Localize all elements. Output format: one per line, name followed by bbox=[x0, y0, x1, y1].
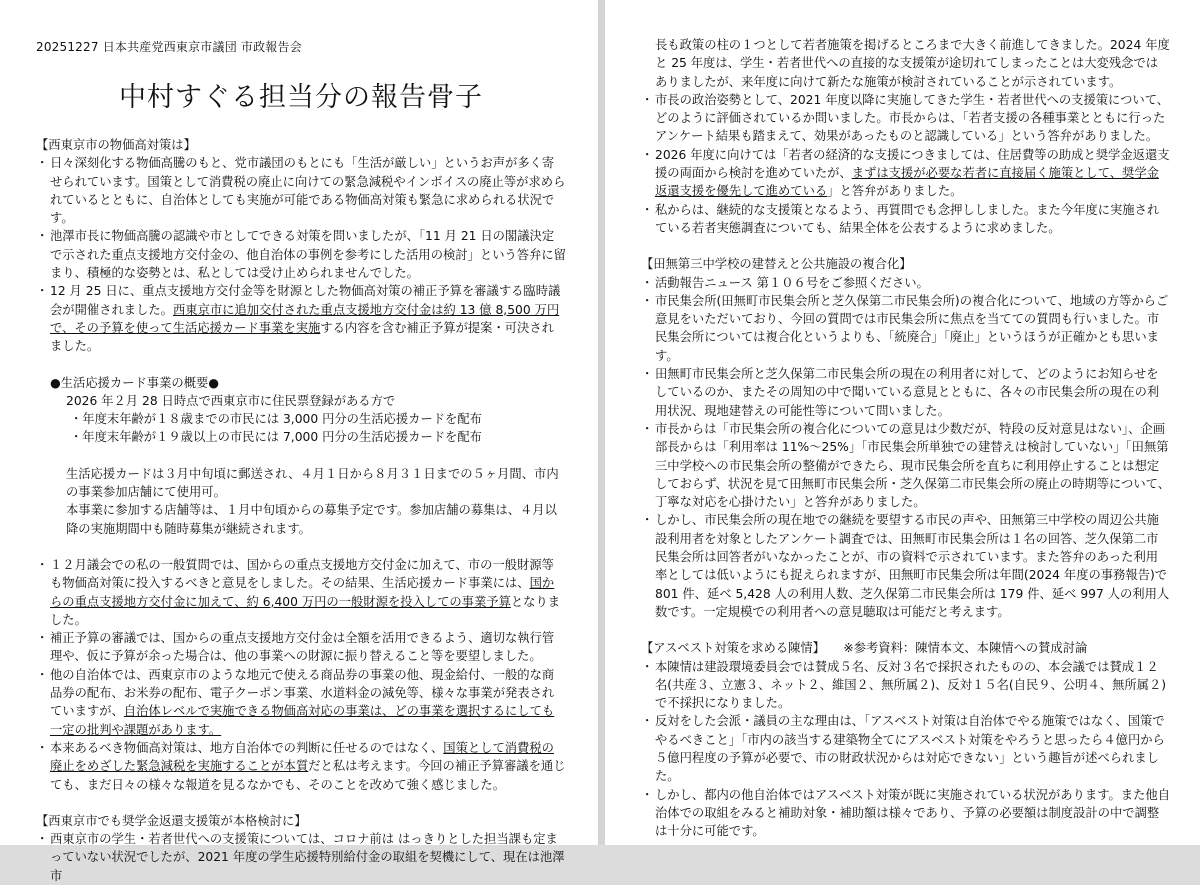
bullet-item: ・ １２月議会での私の一般質問では、国からの重点支援地方交付金に加えて、市の一般財源等も物価高対策に投入するべきと意見をしました。その結果、生活応援カード事業には、国からの重点支援地方交付金に加えて、約 6,400 万円の一般財源を投入しての事業予算となりました。 bbox=[36, 557, 561, 627]
page-gutter bbox=[598, 0, 605, 845]
bullet-item: ・ しかし、市民集会所の現在地での継続を要望する市民の声や、田無第三中学校の周辺公共施設利用者を対象としたアンケート調査では、田無町市民集会所は１名の回答、芝久保第二市民集会所は回答者がいなかったことが、市の資料で示されています。また答弁のあった利用率としては低いようにも捉えられますが、田無町市民集会所は年間(2024 年度の事務報告)で 801 件、延べ 5,428 人の利用人数、芝久保第二市民集会所は 179 件、延べ 997 人の利用人数です。一定規模での利用者への意見聴取は可能だと考えます。 bbox=[641, 513, 1170, 619]
bullet-item: ・ 私からは、継続的な支援策となるよう、再質問でも念押ししました。また今年度に実施されている若者実態調査についても、結果全体を公表するように求めました。 bbox=[641, 202, 1160, 235]
underlined-text: 西東京市に追加交付された重点支援地方交付金は約 13 億 8,500 万円で、その予算を使って生活応援カード事業を実施 bbox=[50, 302, 560, 335]
eligibility-line: ・年度末年齢が１８歳までの市民には 3,000 円分の生活応援カードを配布 bbox=[70, 412, 482, 427]
section-heading-scholarship: 【西東京市でも奨学金返還支援策が本格検討に】 bbox=[36, 813, 307, 828]
document-page-left bbox=[0, 0, 598, 883]
card-program-summary-title: ●生活応援カード事業の概要● bbox=[50, 375, 220, 390]
bullet-item: ・ 田無町市民集会所と芝久保第二市民集会所の現在の利用者に対して、どのようにお知らせをしているのか、またその周知の中で聞いている意見とともに、各々の市民集会所の現在の利用状況、現地建替えの可能性等について問いました。 bbox=[641, 367, 1160, 418]
underlined-text: 国策として消費税の廃止をめざした緊急減税を実施することが本質 bbox=[50, 740, 554, 774]
store-recruitment-paragraph: 本事業に参加する店舗等は、１月中旬頃からの募集予定です。参加店舗の募集は、４月以降の実施期間中も随時募集が継続されます。 bbox=[66, 503, 557, 536]
bullet-item: ・ 反対をした会派・議員の主な理由は、「アスベスト対策は自治体でやる施策ではなく、国策でやるべきこと」「市内の該当する建築物全てにアスベスト対策をやろうと思ったら４億円から５億円程度の予算が必要で、市の財政状況からは対応できない」という趣旨が述べられました。 bbox=[641, 714, 1165, 784]
eligibility-line: ・年度末年齢が１９歳以上の市民には 7,000 円分の生活応援カードを配布 bbox=[70, 430, 482, 445]
section-heading-price-measures: 【西東京市の物価高対策は】 bbox=[36, 138, 196, 152]
bullet-item: ・ 本来あるべき物価高対策は、地方自治体での判断に任せるのではなく、国策として消費税の廃止をめざした緊急減税を実施することが本質だと私は考えます。今回の補正予算審議を通じても、まだ日々の様々な報道を見るなかでも、そのことを改めて強く感じました。 bbox=[36, 740, 566, 792]
document-page-right bbox=[605, 0, 1200, 845]
card-usage-paragraph: 生活応援カードは３月中旬頃に郵送され、４月１日から８月３１日までの５ヶ月間、市内の事業参加店舗にて使用可。 bbox=[66, 466, 559, 500]
section-heading-school-rebuild: 【田無第三中学校の建替えと公共施設の複合化】 bbox=[641, 257, 912, 272]
bullet-item: ・ 活動報告ニュース 第１０６号をご参照ください。 bbox=[641, 275, 929, 290]
bullet-item: ・ 12 月 25 日に、重点支援地方交付金等を財源とした物価高対策の補正予算を審議する臨時議会が開催されました。西東京市に追加交付された重点支援地方交付金は約 13 億 8,500 万円で、その予算を使って生活応援カード事業を実施する内容を含む補正予算が提案・可決されました。 bbox=[36, 284, 561, 354]
bullet-item: ・ 西東京市の学生・若者世代への支援策については、コロナ前は はっきりとした担当課も定まっていない状況でしたが、2021 年度の学生応援特別給付金の取組を契機にして、現在は池澤市 bbox=[36, 832, 565, 883]
eligibility-line: 2026 年２月 28 日時点で西東京市に住民票登録がある方で bbox=[66, 393, 396, 408]
document-header: 20251227 日本共産党西東京市議団 市政報告会 bbox=[36, 40, 302, 54]
bullet-item: ・ 本陳情は建設環境委員会では賛成５名、反対３名で採択されたものの、本会議では賛成１２名(共産３、立憲３、ネット２、維国２、無所属２)、反対１５名(自民９、公明４、無所属２)で不採択になりました。 bbox=[641, 659, 1167, 711]
bullet-continuation: 長も政策の柱の１つとして若者施策を掲げるところまで大きく前進してきました。2024 年度と 25 年度は、学生・若者世代への直接的な支援策が途切れてしまったことは大変残念ではありましたが、来年度に向けて新たな施策が検討されていることが示されています。 bbox=[655, 38, 1170, 89]
underlined-text: まずは支援が必要な若者に直接届く施策として、奨学金返還支援を優先して進めている bbox=[655, 166, 1159, 199]
underlined-text: 自治体レベルで実施できる物価高対応の事業は、どの事業を選択するにしても一定の批判や課題があります。 bbox=[50, 704, 555, 737]
bullet-item: ・ 市民集会所(田無町市民集会所と芝久保第二市民集会所)の複合化について、地域の方等からご意見をいただいており、今回の質問では市民集会所に焦点を当てての質問も行いました。市民集会所については複合化というよりも、「統廃合」「廃止」というほうが正確かとも思います。 bbox=[641, 293, 1169, 363]
bullet-item: ・ 他の自治体では、西東京市のような地元で使える商品券の事業の他、現金給付、一般的な商品券の配布、お米券の配布、電子クーポン事業、水道料金の減免等、様々な事業が発表されていますが、自治体レベルで実施できる物価高対応の事業は、どの事業を選択するにしても一定の批判や課題があります。 bbox=[36, 667, 555, 737]
bullet-item: ・ 市長の政治姿勢として、2021 年度以降に実施してきた学生・若者世代への支援策について、どのように評価されているか問いました。市長からは、「若者支援の各種事業とともに行ったアンケート結果も踏まえて、効果があったものと認識している」という答弁がありました。 bbox=[641, 92, 1170, 144]
section-heading-asbestos: 【アスベスト対策を求める陳情】 ※参考資料：陳情本文、本陳情への賛成討論 bbox=[641, 641, 1088, 656]
bullet-item: ・ 市長からは「市民集会所の複合化についての意見は少数だが、特段の反対意見はない」、企画部長からは「利用率は 11%～25%」「市民集会所単独での建替えは検討していない」「田無第三中学校への市民集会所の整備ができたら、現市民集会所を直ちに利用停止することは想定しておらず、状況を見て田無町市民集会所・芝久保第二市民集会所の廃止の時期等について、丁寧な対応を心掛けたい」と答弁がありました。 bbox=[641, 421, 1170, 510]
bullet-item: ・ 池澤市長に物価高騰の認識や市としてできる対策を問いましたが、「11 月 21 日の閣議決定で示された重点支援地方交付金の、他自治体の事例を参考にした活用の検討」という答弁に留まり、積極的な姿勢とは、私としては受け止められませんでした。 bbox=[36, 229, 566, 281]
bullet-item: ・ 補正予算の審議では、国からの重点支援地方交付金は全額を活用できるよう、適切な執行管理や、仮に予算が余った場合は、他の事業への財源に振り替えること等を要望しました。 bbox=[36, 631, 555, 664]
bullet-item: ・ しかし、都内の他自治体ではアスベスト対策が既に実施されている状況があります。また他自治体での取組をみると補助対象・補助額は様々であり、予算の必要額は制度設計の中で調整は十分に可能です。 bbox=[641, 787, 1170, 839]
bullet-item: ・ 日々深刻化する物価高騰のもと、党市議団のもとにも「生活が厳しい」というお声が多く寄せられています。国策として消費税の廃止に向けての緊急減税やインボイスの廃止等が求められているとともに、自治体としても実施が可能である物価高対策も緊急に求められる状況です。 bbox=[36, 156, 566, 226]
page-title: 中村すぐる担当分の報告骨子 bbox=[119, 82, 483, 113]
bullet-item: ・ 2026 年度に向けては「若者の経済的な支援につきましては、住居費等の助成と奨学金返還支援の両面から検討を進めていたが、まずは支援が必要な若者に直接届く施策として、奨学金返還支援を優先して進めている」と答弁がありました。 bbox=[641, 147, 1170, 199]
underlined-text: 国からの重点支援地方交付金に加えて、約 6,400 万円の一般財源を投入しての事業予算 bbox=[50, 576, 555, 609]
